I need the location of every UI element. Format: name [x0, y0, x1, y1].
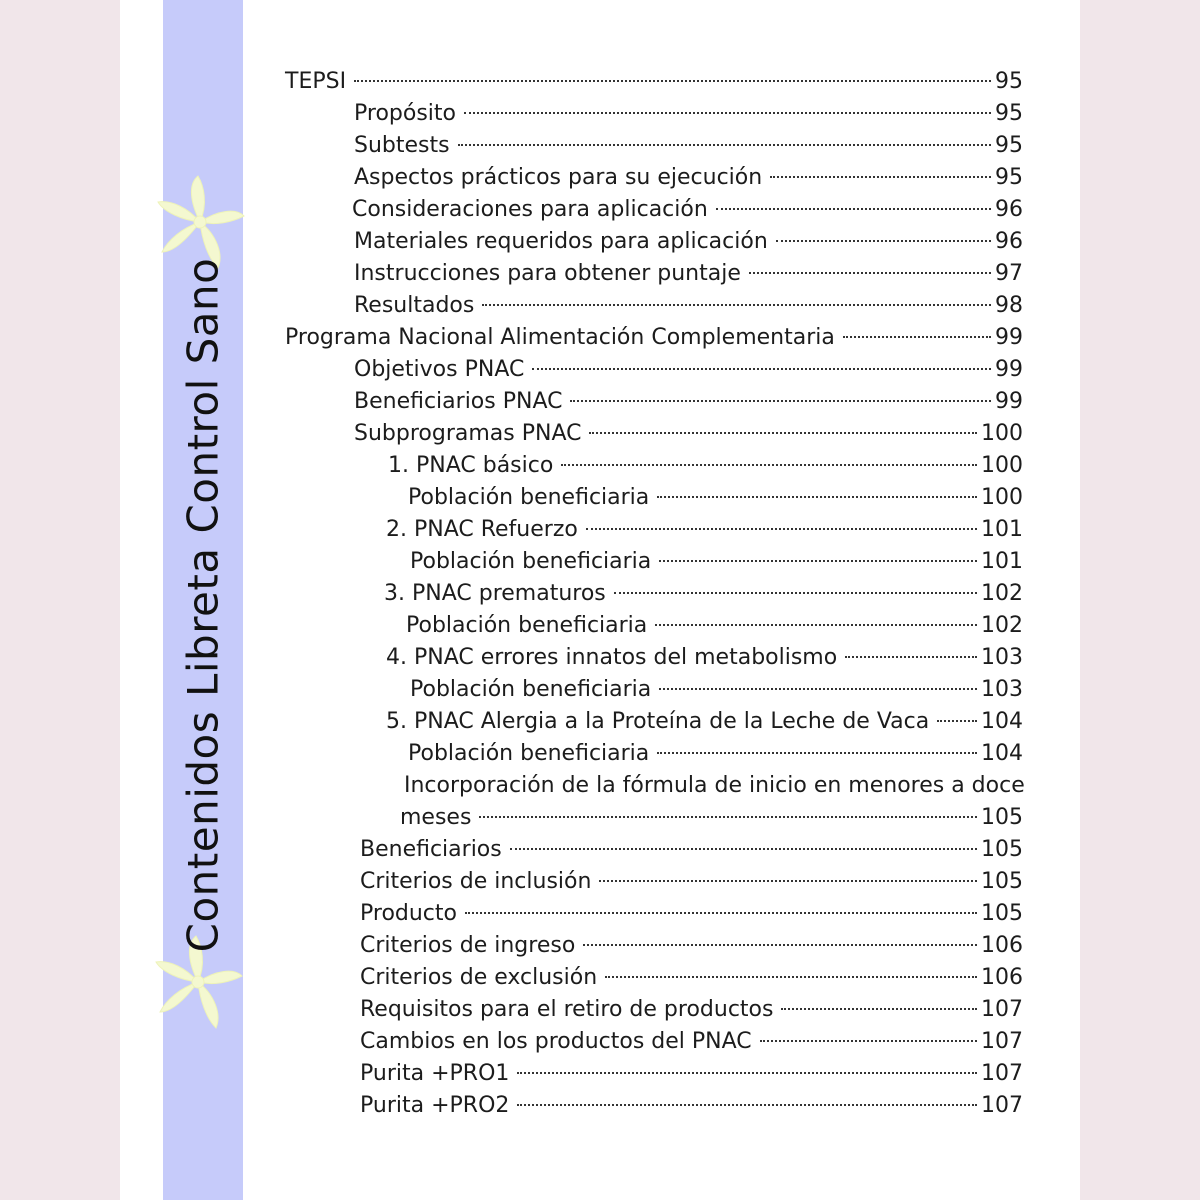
toc-entry [386, 706, 1023, 738]
toc-entry-page: 100 [981, 453, 1023, 478]
toc-entry [360, 930, 1023, 962]
toc-leader-dots [937, 720, 977, 722]
toc-entry-label: Cambios en los productos del PNAC [360, 1029, 752, 1054]
toc-entry-label: Producto [360, 901, 457, 926]
toc-leader-dots [570, 400, 991, 402]
toc-leader-dots [657, 496, 977, 498]
toc-entry-page: 103 [981, 645, 1023, 670]
toc-entry-page: 105 [981, 837, 1023, 862]
toc-entry-label: Incorporación de la fórmula de inicio en menores a doce [404, 773, 1025, 798]
toc-entry-label: Beneficiarios [360, 837, 502, 862]
toc-entry-label: 1. PNAC básico [388, 453, 554, 478]
toc-entry-label: Criterios de ingreso [360, 933, 576, 958]
toc-leader-dots [354, 80, 991, 82]
toc-entry-label: Resultados [354, 293, 475, 318]
toc-entry-page: 100 [981, 421, 1023, 446]
toc-leader-dots [465, 912, 977, 914]
toc-entry-page: 103 [981, 677, 1023, 702]
toc-entry-label: Propósito [354, 101, 456, 126]
toc-leader-dots [589, 432, 977, 434]
toc-entry-page: 104 [981, 709, 1023, 734]
toc-entry-page: 95 [995, 165, 1023, 190]
toc-leader-dots [583, 944, 977, 946]
toc-leader-dots [770, 176, 991, 178]
toc-entry [354, 226, 1023, 258]
toc-entry [400, 802, 1023, 834]
toc-entry [360, 1090, 1023, 1122]
toc-entry-label: Aspectos prácticos para su ejecución [354, 165, 763, 190]
toc-entry [406, 610, 1023, 642]
toc-entry-label: Población beneficiaria [408, 741, 650, 766]
toc-entry-page: 106 [981, 965, 1023, 990]
toc-leader-dots [479, 816, 977, 818]
toc-entry-label: Criterios de exclusión [360, 965, 598, 990]
toc-entry [410, 546, 1023, 578]
toc-entry [352, 194, 1023, 226]
toc-leader-dots [659, 560, 977, 562]
toc-entry [360, 1026, 1023, 1058]
toc-entry [360, 1058, 1023, 1090]
toc-entry [386, 642, 1023, 674]
toc-entry-label: Purita +PRO1 [360, 1061, 510, 1086]
toc-entry-page: 101 [981, 549, 1023, 574]
toc-entry-label: Criterios de inclusión [360, 869, 592, 894]
toc-entry-page: 107 [981, 997, 1023, 1022]
toc-entry-page: 107 [981, 1093, 1023, 1118]
toc-leader-dots [716, 208, 991, 210]
toc-entry-label: Instrucciones para obtener puntaje [354, 261, 741, 286]
toc-entry-page: 99 [995, 357, 1023, 382]
toc-entry [354, 290, 1023, 322]
toc-entry [410, 674, 1023, 706]
toc-leader-dots [517, 1104, 977, 1106]
toc-entry-label: Población beneficiaria [408, 485, 650, 510]
toc-entry [354, 130, 1023, 162]
sidebar-title: Contenidos Libreta Control Sano [178, 257, 228, 953]
toc-entry-label: Materiales requeridos para aplicación [354, 229, 768, 254]
toc-entry [354, 354, 1023, 386]
toc-entry [388, 450, 1023, 482]
toc-entry-page: 99 [995, 325, 1023, 350]
toc-entry-label: 2. PNAC Refuerzo [386, 517, 578, 542]
toc-entry-page: 96 [995, 229, 1023, 254]
toc-leader-dots [458, 144, 991, 146]
toc-leader-dots [586, 528, 977, 530]
toc-entry-page: 106 [981, 933, 1023, 958]
toc-leader-dots [517, 1072, 977, 1074]
toc-entry-page: 107 [981, 1029, 1023, 1054]
toc-entry-page: 100 [981, 485, 1023, 510]
toc-entry-label: Población beneficiaria [410, 549, 652, 574]
toc-entry-page: 104 [981, 741, 1023, 766]
toc-entry [408, 738, 1023, 770]
toc-leader-dots [510, 848, 977, 850]
toc-entry [360, 994, 1023, 1026]
toc-entry-label: Subtests [354, 133, 450, 158]
toc-entry-page: 97 [995, 261, 1023, 286]
toc-entry-page: 101 [981, 517, 1023, 542]
toc-entry [360, 898, 1023, 930]
toc-entry-label: Objetivos PNAC [354, 357, 525, 382]
toc-entry-page: 95 [995, 133, 1023, 158]
toc-leader-dots [599, 880, 977, 882]
toc-entry-label: Programa Nacional Alimentación Complementaria [285, 325, 835, 350]
toc-entry-label: TEPSI [285, 69, 347, 94]
toc-entry-label: 3. PNAC prematuros [384, 581, 606, 606]
toc-leader-dots [532, 368, 991, 370]
toc-entry-label: 5. PNAC Alergia a la Proteína de la Leche de Vaca [386, 709, 930, 734]
toc-entry-page: 107 [981, 1061, 1023, 1086]
toc-entry-page: 99 [995, 389, 1023, 414]
toc-leader-dots [614, 592, 977, 594]
toc-entry-page: 105 [981, 901, 1023, 926]
toc-entry [360, 834, 1023, 866]
toc-leader-dots [843, 336, 991, 338]
toc-entry-page: 98 [995, 293, 1023, 318]
toc-leader-dots [605, 976, 977, 978]
toc-entry [354, 418, 1023, 450]
toc-entry-label: Purita +PRO2 [360, 1093, 510, 1118]
toc-entry-page: 102 [981, 581, 1023, 606]
toc-entry [285, 322, 1023, 354]
toc-entry-label: Requisitos para el retiro de productos [360, 997, 774, 1022]
toc-leader-dots [561, 464, 977, 466]
toc-entry [360, 962, 1023, 994]
toc-entry [354, 386, 1023, 418]
toc-leader-dots [749, 272, 991, 274]
toc-leader-dots [781, 1008, 977, 1010]
toc-entry-label: meses [400, 805, 472, 830]
toc-entry-page: 105 [981, 805, 1023, 830]
toc-leader-dots [464, 112, 991, 114]
table-of-contents [0, 66, 1200, 1146]
toc-leader-dots [659, 688, 977, 690]
toc-entry [285, 66, 1023, 98]
toc-entry [386, 514, 1023, 546]
toc-entry-page: 105 [981, 869, 1023, 894]
toc-entry [408, 482, 1023, 514]
toc-entry-page: 96 [995, 197, 1023, 222]
toc-leader-dots [482, 304, 991, 306]
toc-entry [354, 258, 1023, 290]
toc-entry [354, 162, 1023, 194]
toc-entry-page: 95 [995, 101, 1023, 126]
toc-leader-dots [657, 752, 977, 754]
toc-entry-label: Beneficiarios PNAC [354, 389, 563, 414]
toc-entry-page: 102 [981, 613, 1023, 638]
toc-entry-label: 4. PNAC errores innatos del metabolismo [386, 645, 838, 670]
toc-entry-label: Consideraciones para aplicación [352, 197, 708, 222]
toc-entry-page: 95 [995, 69, 1023, 94]
toc-entry-label: Población beneficiaria [410, 677, 652, 702]
toc-leader-dots [760, 1040, 977, 1042]
toc-leader-dots [776, 240, 991, 242]
toc-entry-label: Población beneficiaria [406, 613, 648, 638]
toc-entry [354, 98, 1023, 130]
toc-leader-dots [845, 656, 977, 658]
toc-entry [360, 866, 1023, 898]
toc-leader-dots [655, 624, 977, 626]
toc-entry-label: Subprogramas PNAC [354, 421, 582, 446]
toc-entry [384, 578, 1023, 610]
